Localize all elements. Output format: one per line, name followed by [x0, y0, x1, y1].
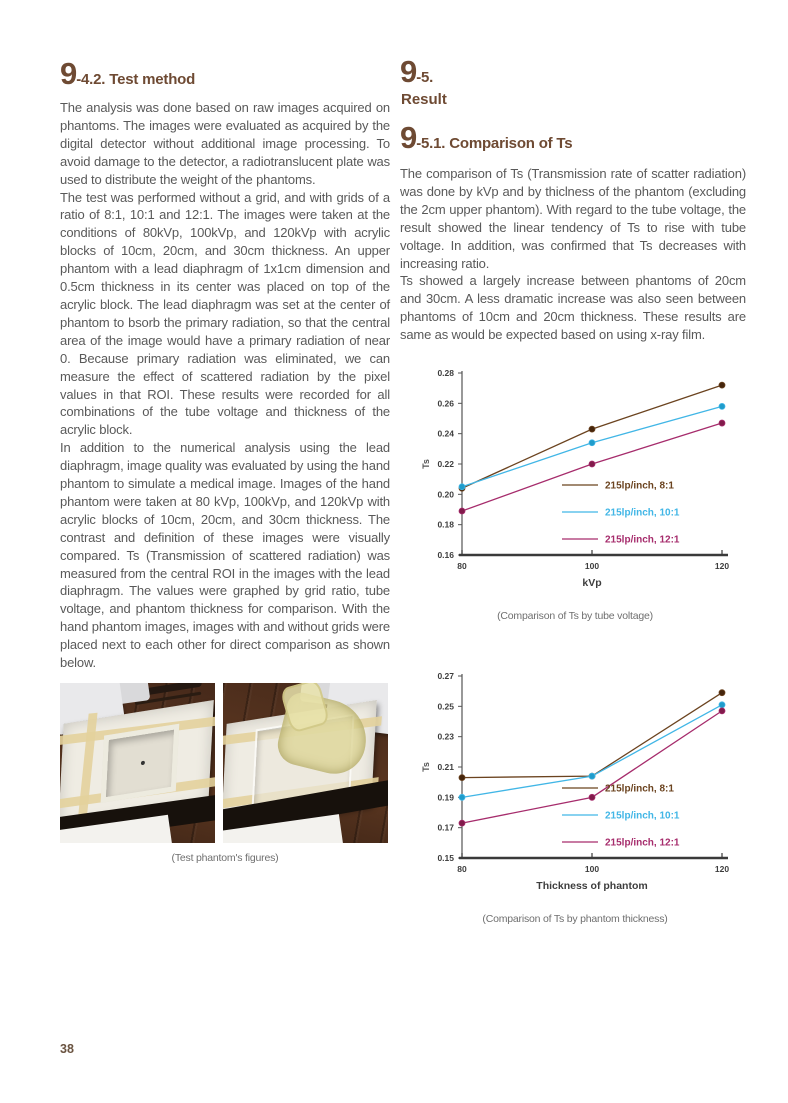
svg-text:0.25: 0.25	[437, 701, 454, 712]
chart-caption: (Comparison of Ts by tube voltage)	[497, 610, 653, 623]
paragraph: In addition to the numerical analysis using the lead diaphragm, image quality was evaluated by using the hand phantom to simulate a medical image. Images of the hand phantom were taken at 80 kVp, 100kVp, and 120kVp with acrylic blocks of 10cm, 20cm, and 30cm thickness. The contrast and definition of these images were visually compared. Ts (Transmission of scattered radiation) was measured from the central ROI in the images with the lead diaphragm. The values were graphed by grid ratio, tube voltage, and phantom thickness for comparison. With the hand phantom images, images with and without grids were placed next to each other for direct comparison as shown below.	[60, 440, 390, 671]
svg-text:0.21: 0.21	[437, 762, 454, 773]
test-phantom-photo-left	[60, 683, 215, 843]
svg-text:0.17: 0.17	[437, 822, 454, 833]
svg-text:100: 100	[584, 561, 600, 572]
section-subtitle: Result	[401, 91, 447, 108]
section-suffix: -4.2. Test method	[76, 71, 196, 88]
svg-text:0.22: 0.22	[437, 459, 454, 470]
svg-text:Ts: Ts	[421, 762, 431, 772]
svg-text:80: 80	[457, 561, 467, 572]
svg-text:0.15: 0.15	[437, 853, 454, 864]
photo-caption: (Test phantom's figures)	[171, 852, 279, 864]
svg-text:80: 80	[457, 864, 467, 875]
svg-text:Thickness of phantom: Thickness of phantom	[536, 880, 648, 893]
svg-text:Ts: Ts	[421, 459, 431, 469]
section-suffix: -5.1. Comparison of Ts	[416, 135, 573, 152]
chart-ts-by-tube-voltage	[414, 363, 746, 622]
svg-text:0.16: 0.16	[437, 550, 454, 561]
lead-diaphragm-box	[101, 724, 180, 803]
svg-text:0.24: 0.24	[437, 428, 454, 439]
svg-text:0.20: 0.20	[437, 489, 454, 500]
left-column	[60, 58, 390, 864]
svg-text:215lp/inch, 8:1: 215lp/inch, 8:1	[605, 480, 674, 492]
paragraph: Ts showed a largely increase between phantoms of 20cm and 30cm. A less dramatic increase was also seen between phantoms of 10cm and 20cm thickness. These results are same as would be expected based on using x-ray film.	[400, 273, 746, 343]
page-number: 38	[60, 1042, 74, 1056]
svg-text:100: 100	[584, 864, 600, 875]
section-numeral: 9	[400, 120, 417, 155]
test-method-text	[60, 99, 390, 672]
svg-text:120: 120	[714, 561, 730, 572]
svg-text:0.18: 0.18	[437, 519, 454, 530]
cable	[131, 683, 203, 698]
line-chart-ts-by-thickness	[414, 666, 746, 907]
svg-text:215lp/inch, 8:1: 215lp/inch, 8:1	[605, 783, 674, 795]
test-phantom-photo-right	[223, 683, 388, 843]
svg-text:215lp/inch, 10:1: 215lp/inch, 10:1	[605, 810, 680, 822]
section-suffix: -5.	[416, 69, 434, 86]
svg-text:0.19: 0.19	[437, 792, 454, 803]
chart-ts-by-phantom-thickness	[414, 666, 746, 925]
svg-text:0.28: 0.28	[437, 368, 454, 379]
paragraph: The test was performed without a grid, and with grids of a ratio of 8:1, 10:1 and 12:1. The images were taken at the conditions of 80kVp, 100kVp, and 120kVp with acrylic blocks of 10cm, 20cm, and 30cm thickness. An upper phantom with a lead diaphragm of 1x1cm dimension and 0.5cm thickness in its center was placed on top of the acrylic block. The lead diaphragm was set at the center of phantom to bsorb the primary radiation, so that the central area of the image would have a primary radiation of near 0. Because primary radiation was eliminated, we can measure the effect of scattered radiation by the pixel values in that ROI. These results were recorded for all combinations of the tube voltage and thickness of the acrylic block.	[60, 189, 390, 438]
test-phantom-photos	[60, 683, 390, 843]
line-chart-ts-by-kvp	[414, 363, 746, 604]
section-numeral: 9	[400, 54, 417, 89]
section-heading-test-method	[60, 58, 390, 89]
svg-text:215lp/inch, 12:1: 215lp/inch, 12:1	[605, 837, 680, 849]
lead-diaphragm-dot	[141, 760, 145, 765]
section-numeral: 9	[60, 56, 77, 91]
svg-text:120: 120	[714, 864, 730, 875]
svg-text:0.23: 0.23	[437, 731, 454, 742]
subsection-heading-comparison-of-ts	[400, 122, 746, 153]
result-text	[400, 165, 746, 344]
svg-text:215lp/inch, 10:1: 215lp/inch, 10:1	[605, 507, 680, 519]
paragraph: The analysis was done based on raw images acquired on phantoms. The images were evaluated as acquired by the digital detector without additional image processing. To avoid damage to the detector, a radiotranslucent plate was used to distribute the weight of the phantoms.	[60, 100, 390, 187]
svg-text:kVp: kVp	[582, 577, 602, 590]
chart-caption: (Comparison of Ts by phantom thickness)	[482, 913, 668, 926]
svg-text:215lp/inch, 12:1: 215lp/inch, 12:1	[605, 534, 680, 546]
svg-text:0.26: 0.26	[437, 398, 454, 409]
section-heading-result	[400, 56, 746, 87]
right-column	[400, 56, 746, 925]
svg-text:0.27: 0.27	[437, 671, 454, 682]
paragraph: The comparison of Ts (Transmission rate of scatter radiation) was done by kVp and by thiclness of the phantom (excluding the 2cm upper phantom). With regard to the tube voltage, the result showed the linear tendency of Ts to rise with tube voltage. In addition, was confirmed that Ts decreases with increasing ratio.	[400, 166, 746, 271]
